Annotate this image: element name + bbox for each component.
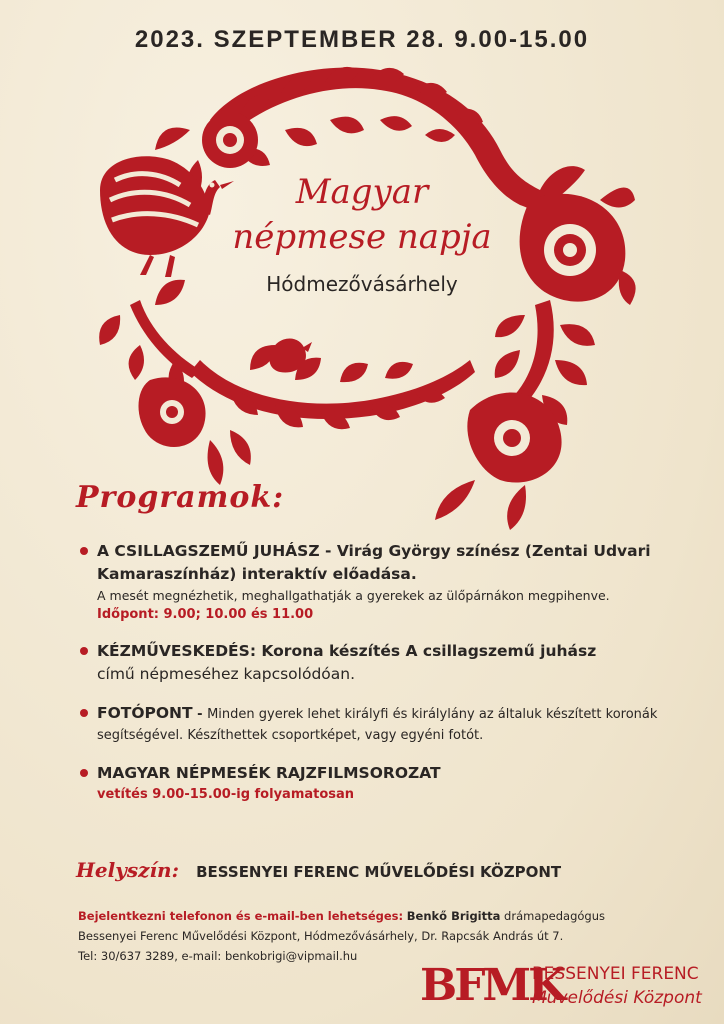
program-3-title: FOTÓPONT [97, 704, 193, 722]
event-date: 2023. SZEPTEMBER 28. 9.00-15.00 [134, 26, 590, 53]
program-3-desc: Minden gyerek lehet királyfi és királylány az általuk készített koronák segítségével. Készíthettek csoportképet, vagy egyéni fotót. [97, 707, 658, 743]
programs-heading: Programok: [76, 480, 285, 515]
bullet-icon [80, 769, 88, 777]
program-item-4 [80, 762, 670, 804]
title-line-2: népmese napja [232, 217, 492, 257]
bullet-icon [80, 547, 88, 555]
bullet-icon [80, 647, 88, 655]
location [76, 858, 561, 882]
bullet-icon [80, 709, 88, 717]
city-name: Hódmezővásárhely [266, 272, 458, 296]
program-1-title: A CSILLAGSZEMŰ JUHÁSZ [97, 542, 320, 560]
title-line-1: Magyar [295, 172, 429, 212]
program-list [80, 540, 670, 820]
bfmk-logo [420, 960, 720, 1020]
logo-mark: BFMK [420, 960, 564, 1011]
program-item-2 [80, 640, 670, 686]
logo-line-2: Művelődési Központ [532, 988, 702, 1008]
program-1-desc: A mesét megnézhetik, meghallgathatják a gyerekek az ülőpárnákon megpihenve. [97, 588, 610, 603]
program-item-3: FOTÓPONT - Minden gyerek lehet királyfi és királylány az általuk készített koronák segítségével. Készíthettek csoportképet, vagy egyéni fotót. [80, 702, 670, 746]
contact-role: drámapedagógus [504, 909, 606, 923]
program-1-title-rest: Virág György színész (Zentai Udvari Kamaraszínház) interaktív előadása. [97, 542, 651, 583]
location-venue: BESSENYEI FERENC MŰVELŐDÉSI KÖZPONT [196, 863, 562, 881]
logo-line-1: BESSENYEI FERENC [532, 964, 699, 984]
program-2-title: KÉZMŰVESKEDÉS: Korona készítés A csillagszemű juhász [97, 642, 597, 660]
program-4-title: MAGYAR NÉPMESÉK RAJZFILMSOROZAT [97, 764, 441, 782]
contact-registration: Bejelentkezni telefonon és e-mail-ben lehetséges: [78, 909, 404, 923]
program-4-time: vetítés 9.00-15.00-ig folyamatosan [97, 787, 355, 802]
program-item-1: A CSILLAGSZEMŰ JUHÁSZ - Virág György színész (Zentai Udvari Kamaraszínház) interaktív előadása. A mesét megnézhetik, meghallgathatják a gyerekek az ülőpárnákon megpihenve. Időpont: 9.00; 10.00 és 11.00 [80, 540, 670, 624]
contact-name: Benkő Brigitta [406, 909, 501, 923]
contact-address: Bessenyei Ferenc Művelődési Központ, Hódmezővásárhely, Dr. Rapcsák András út 7. [78, 929, 564, 943]
contact-phone-email: Tel: 30/637 3289, e-mail: benkobrigi@vipmail.hu [78, 949, 358, 963]
program-2-title-rest: című népmeséhez kapcsolódóan. [97, 665, 356, 683]
location-label: Helyszín: [76, 858, 179, 882]
program-1-time: Időpont: 9.00; 10.00 és 11.00 [97, 607, 314, 622]
contact-info [78, 906, 605, 966]
